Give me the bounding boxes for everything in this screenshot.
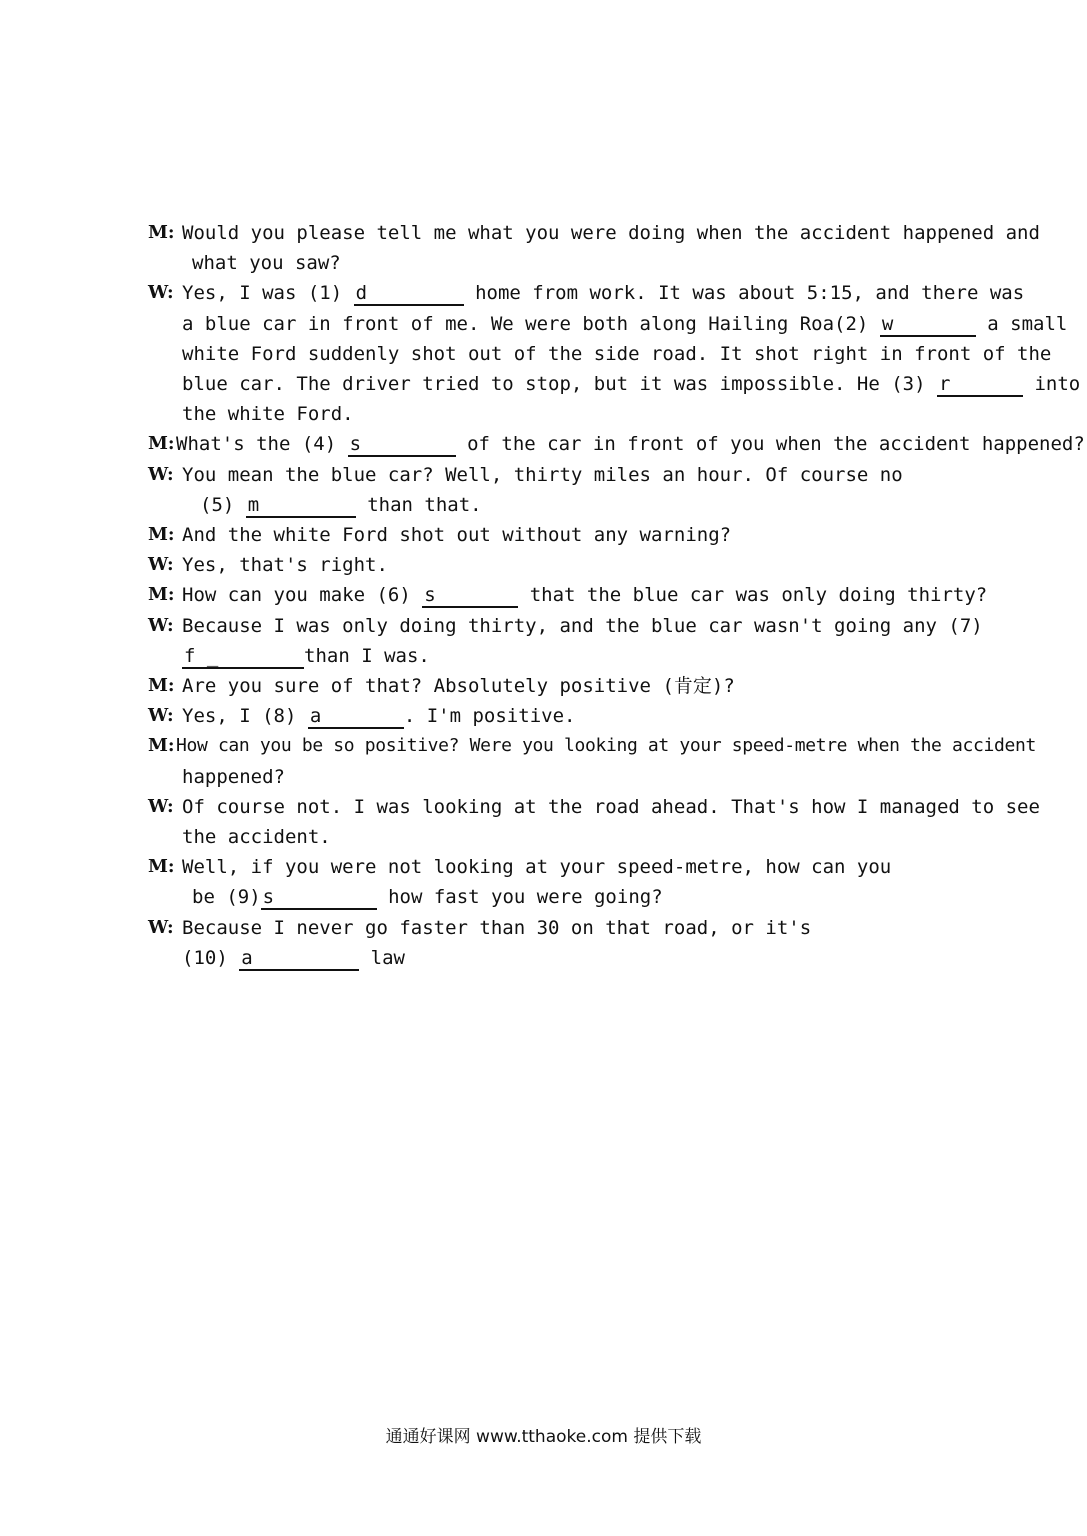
answer-blank[interactable]: s bbox=[261, 886, 377, 910]
speaker-label: M: bbox=[148, 735, 175, 757]
speaker-label: W: bbox=[148, 282, 174, 304]
dialogue-turn bbox=[148, 218, 1040, 278]
dialogue-line: the accident. bbox=[182, 826, 331, 849]
dialogue-line: Yes, that's right. bbox=[182, 554, 388, 577]
blank-number: (2) bbox=[834, 312, 869, 335]
text: that the blue car was only doing thirty? bbox=[518, 584, 988, 607]
blank-number: (8) bbox=[262, 705, 297, 728]
blank-number: (9) bbox=[226, 886, 261, 909]
dialogue-line bbox=[182, 369, 1081, 399]
text: Because I was only doing thirty, and the blue car wasn't going any bbox=[182, 614, 949, 637]
dialogue-line bbox=[182, 641, 1000, 671]
dialogue-line: white Ford suddenly shot out of the side road. It shot right in front of the bbox=[182, 342, 1052, 365]
dialogue-turn bbox=[148, 671, 1000, 701]
speaker-label: M: bbox=[148, 433, 175, 455]
text: than I was. bbox=[304, 644, 430, 667]
text: How can you make bbox=[182, 584, 377, 607]
blank-number: (7) bbox=[948, 614, 983, 637]
dialogue-line: Would you please tell me what you were doing when the accident happened and bbox=[182, 222, 1040, 244]
dialogue-line: Because I never go faster than 30 on that road, or it's bbox=[182, 916, 812, 939]
answer-blank[interactable]: d bbox=[354, 282, 464, 306]
dialogue-turn bbox=[148, 550, 1000, 580]
text: Yes, I was bbox=[182, 282, 308, 305]
blank-number: (5) bbox=[200, 493, 235, 516]
blank-number: (4) bbox=[301, 433, 337, 456]
dialogue-line: what you saw? bbox=[192, 252, 341, 275]
text: of the car in front of you when the accident happened? bbox=[455, 433, 1085, 456]
dialogue-turn bbox=[148, 429, 1085, 459]
dialogue-line bbox=[182, 943, 1000, 973]
dialogue-line bbox=[182, 309, 1068, 339]
speaker-label: W: bbox=[148, 705, 174, 727]
answer-blank[interactable]: a bbox=[308, 705, 404, 729]
answer-blank[interactable]: w bbox=[880, 313, 976, 337]
speaker-label: W: bbox=[148, 463, 174, 485]
dialogue-turn bbox=[148, 460, 1000, 520]
dialogue-turn bbox=[148, 520, 1000, 550]
blank-number: (10) bbox=[182, 946, 228, 969]
text: law bbox=[359, 946, 405, 969]
dialogue-line: Well, if you were not looking at your speed-metre, how can you bbox=[182, 856, 892, 879]
dialogue-turn bbox=[148, 913, 1000, 973]
dialogue-turn bbox=[148, 580, 1000, 610]
text: into bbox=[1023, 373, 1081, 396]
blank-number: (1) bbox=[307, 282, 343, 305]
speaker-label: M: bbox=[148, 524, 175, 546]
speaker-label: M: bbox=[148, 856, 175, 878]
dialogue-turn bbox=[148, 731, 1036, 791]
text: blue car. The driver tried to stop, but it was impossible. He bbox=[182, 373, 892, 396]
text: than that. bbox=[355, 493, 482, 516]
speaker-label: W: bbox=[148, 795, 174, 817]
dialogue-line bbox=[182, 611, 1000, 641]
dialogue-line bbox=[182, 701, 1000, 731]
answer-blank[interactable]: s bbox=[348, 433, 456, 457]
text: a blue car in front of me. We were both along Hailing Roa bbox=[182, 312, 835, 335]
text: What's the bbox=[176, 433, 302, 456]
answer-blank[interactable]: r bbox=[937, 373, 1023, 397]
dialogue-line: the white Ford. bbox=[182, 403, 354, 426]
answer-blank[interactable]: m bbox=[246, 494, 356, 518]
page-footer: 通通好课网 www.tthaoke.com 提供下载 bbox=[385, 1427, 702, 1447]
dialogue-turn bbox=[148, 792, 1040, 852]
dialogue-line: happened? bbox=[182, 765, 285, 788]
dialogue-line bbox=[182, 580, 1000, 610]
dialogue-line: Of course not. I was looking at the road ahead. That's how I managed to see bbox=[182, 795, 1040, 818]
dialogue-turn bbox=[148, 852, 1000, 912]
text: be bbox=[192, 886, 227, 909]
text: Are you sure of that? Absolutely positive bbox=[182, 675, 663, 698]
text: . I'm positive. bbox=[403, 705, 576, 728]
answer-blank[interactable]: a bbox=[239, 947, 359, 971]
dialogue-line bbox=[182, 278, 1025, 308]
speaker-label: W: bbox=[148, 614, 174, 636]
text: how fast you were going? bbox=[376, 886, 663, 909]
answer-blank[interactable]: f _ bbox=[182, 645, 304, 669]
dialogue-turn bbox=[148, 611, 1000, 671]
dialogue-line bbox=[176, 429, 1085, 459]
dialogue-turn bbox=[148, 278, 1081, 429]
blank-number: (3) bbox=[891, 373, 926, 396]
dialogue-line bbox=[182, 490, 1000, 520]
dialogue bbox=[148, 218, 1085, 973]
dialogue-line: You mean the blue car? Well, thirty miles an hour. Of course no bbox=[182, 463, 903, 486]
speaker-label: M: bbox=[148, 222, 175, 243]
answer-blank[interactable]: s bbox=[422, 584, 518, 608]
dialogue-line: How can you be so positive? Were you looking at your speed-metre when the accident bbox=[176, 735, 1036, 757]
text: a small bbox=[975, 312, 1068, 335]
text: ? bbox=[723, 675, 735, 698]
speaker-label: M: bbox=[148, 584, 175, 606]
text: Yes, I bbox=[182, 705, 263, 728]
speaker-label: W: bbox=[148, 554, 174, 576]
text: home from work. It was about 5:15, and there was bbox=[463, 282, 1025, 305]
speaker-label: W: bbox=[148, 916, 174, 938]
dialogue-line: And the white Ford shot out without any warning? bbox=[182, 524, 732, 547]
blank-number: (肯定) bbox=[662, 675, 724, 698]
dialogue-line bbox=[182, 671, 1000, 701]
dialogue-turn bbox=[148, 701, 1000, 731]
dialogue-line bbox=[182, 882, 1000, 912]
speaker-label: M: bbox=[148, 675, 175, 697]
blank-number: (6) bbox=[376, 584, 411, 607]
